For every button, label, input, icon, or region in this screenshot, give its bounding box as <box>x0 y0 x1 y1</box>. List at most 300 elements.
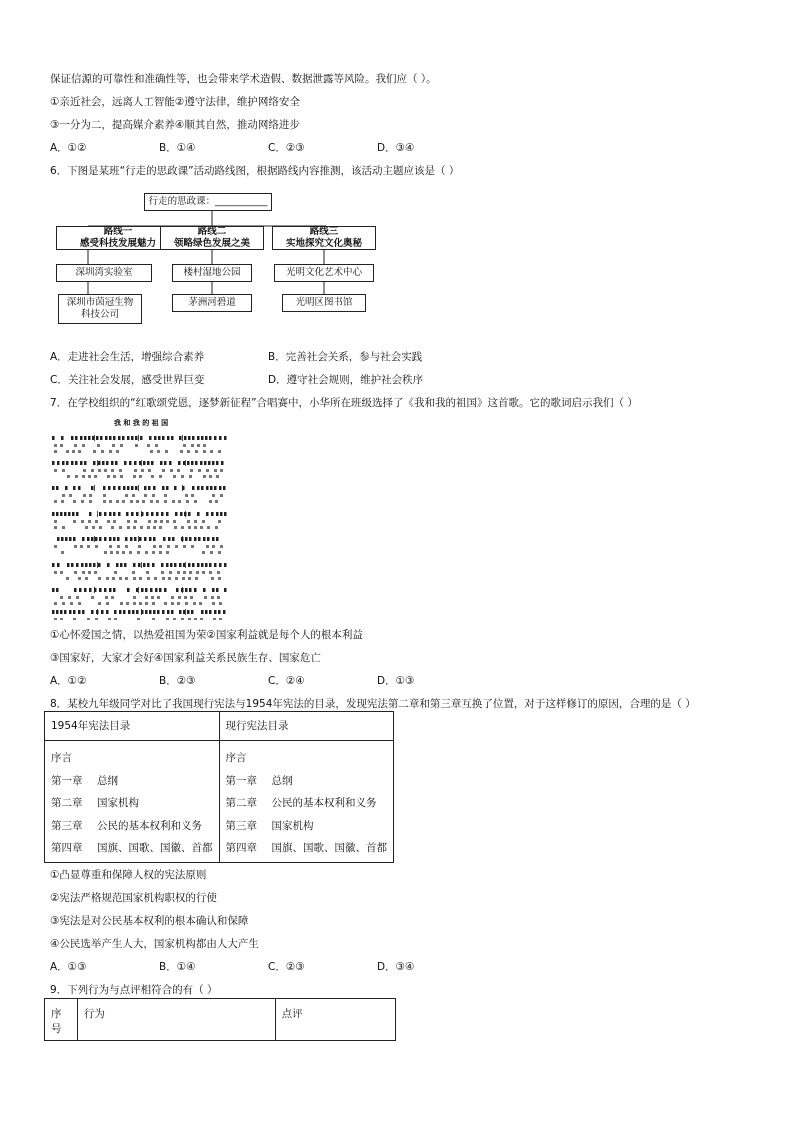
stop-box <box>274 264 374 282</box>
score-note-mark <box>192 436 195 440</box>
statement-line: ①亲近社会，远离人工智能②遵守法律，维护网络安全 <box>50 96 300 108</box>
score-lyric-mark <box>125 494 128 497</box>
option-b[interactable]: B．①④ <box>159 142 196 154</box>
score-lyric-mark <box>202 520 205 523</box>
score-lyric-mark <box>74 571 77 574</box>
statement-line: ①凸显尊重和保障人权的宪法原则 <box>50 869 207 881</box>
score-lyric-mark <box>166 520 169 523</box>
score-lyric-mark <box>153 545 156 548</box>
score-lyric-mark <box>122 500 125 503</box>
score-note-mark <box>201 436 204 440</box>
option-a[interactable]: A．①③ <box>50 961 87 973</box>
flow-title-box <box>144 193 272 211</box>
score-lyric-mark <box>112 577 115 580</box>
score-note-mark <box>99 537 102 541</box>
score-note-mark <box>187 461 190 465</box>
score-lyric-mark <box>137 618 140 620</box>
score-lyric-mark <box>184 596 187 599</box>
option-c[interactable]: C．②③ <box>268 142 305 154</box>
score-note-mark <box>201 563 204 567</box>
score-note-mark <box>197 436 200 440</box>
score-note-mark <box>168 537 171 541</box>
score-note-mark <box>103 486 106 490</box>
toc-chapter: 第一章 <box>51 774 83 787</box>
score-note-mark <box>131 486 134 490</box>
score-lyric-mark <box>54 545 57 548</box>
score-note-mark <box>153 537 156 541</box>
statement-line: ③宪法是对公民基本权利的根本确认和保障 <box>50 915 249 927</box>
score-lyric-mark <box>126 602 129 605</box>
stop-label: 深圳市茵冠生物 <box>66 297 134 308</box>
toc-chapter: 第四章 <box>225 842 257 854</box>
score-lyric-mark <box>120 444 123 447</box>
score-lyric-mark <box>133 596 136 599</box>
toc-row <box>51 792 213 815</box>
score-lyric-mark <box>80 545 83 548</box>
score-note-mark <box>164 461 167 465</box>
score-note-mark <box>214 486 217 490</box>
score-lyric-mark <box>165 450 168 453</box>
score-lyric-mark <box>218 450 221 453</box>
route-2-box <box>160 226 264 250</box>
score-note-mark <box>52 512 55 516</box>
score-note-mark <box>209 563 212 567</box>
score-lyric-mark <box>95 545 98 548</box>
score-lyric-mark <box>146 571 149 574</box>
score-lyric-mark <box>190 469 193 472</box>
stop-box <box>282 294 366 312</box>
score-lyric-mark <box>185 494 188 497</box>
score-lyric-mark <box>54 444 57 447</box>
toc-title: 公民的基本权利和义务 <box>271 797 377 809</box>
score-lyric-mark <box>73 618 76 620</box>
score-lyric-mark <box>216 475 219 478</box>
score-note-mark <box>72 512 75 516</box>
score-lyric-mark <box>162 577 165 580</box>
score-lyric-mark <box>139 602 142 605</box>
option-c[interactable]: C．关注社会发展，感受世界巨变 <box>50 374 205 386</box>
score-note-mark <box>118 486 121 490</box>
score-note-mark <box>149 610 152 614</box>
score-note-mark <box>78 610 81 614</box>
score-note-mark <box>159 588 162 592</box>
score-lyric-mark <box>109 545 112 548</box>
toc-row <box>51 837 213 860</box>
score-note-mark <box>145 610 148 614</box>
score-lyric-mark <box>103 494 106 497</box>
score-note-mark <box>64 610 67 614</box>
score-note-mark <box>52 563 55 567</box>
score-note-mark <box>120 563 123 567</box>
score-note-mark <box>80 436 83 440</box>
answer-options <box>50 350 550 390</box>
score-note-mark <box>56 512 59 516</box>
score-note-mark <box>113 512 116 516</box>
score-note-mark <box>216 461 219 465</box>
score-lyric-mark <box>137 551 140 554</box>
score-note-mark <box>135 486 138 490</box>
score-note-mark <box>107 563 110 567</box>
score-lyric-mark <box>60 444 63 447</box>
score-lyric-mark <box>159 551 162 554</box>
option-d[interactable]: D．遵守社会规则，维护社会秩序 <box>268 374 424 386</box>
score-note-mark <box>111 461 114 465</box>
score-lyric-mark <box>168 577 171 580</box>
question-6-stem: 6．下图是某班“行走的思政课”活动路线图，根据路线内容推测，该活动主题应该是（ ） <box>50 165 460 177</box>
score-lyric-mark <box>104 469 107 472</box>
score-lyric-mark <box>130 500 133 503</box>
statement-line: ③国家好，大家才会好④国家利益关系民族生存、国家危亡 <box>50 652 321 664</box>
score-bar-line <box>141 511 142 517</box>
score-lyric-mark <box>95 618 98 620</box>
score-lyric-mark <box>187 450 190 453</box>
score-lyric-mark <box>189 475 192 478</box>
score-lyric-mark <box>164 602 167 605</box>
score-lyric-mark <box>217 596 220 599</box>
score-note-mark <box>198 537 201 541</box>
score-lyric-mark <box>150 500 153 503</box>
score-lyric-mark <box>74 545 77 548</box>
score-lyric-mark <box>101 450 104 453</box>
score-lyric-mark <box>200 618 203 620</box>
answer-options <box>50 674 550 688</box>
score-note-mark <box>219 436 222 440</box>
score-lyric-mark <box>82 571 85 574</box>
score-lyric-mark <box>91 596 94 599</box>
score-lyric-mark <box>207 526 210 529</box>
score-note-mark <box>139 537 142 541</box>
score-note-mark <box>174 563 177 567</box>
score-lyric-mark <box>83 494 86 497</box>
score-bar-line <box>94 435 95 441</box>
score-note-mark <box>125 537 128 541</box>
score-lyric-mark <box>147 526 150 529</box>
score-lyric-mark <box>108 618 111 620</box>
score-note-mark <box>52 461 55 465</box>
score-lyric-mark <box>139 475 142 478</box>
score-note-mark <box>162 486 165 490</box>
score-note-mark <box>56 486 59 490</box>
score-note-mark <box>162 436 165 440</box>
score-note-mark <box>170 563 173 567</box>
score-note-mark <box>179 436 182 440</box>
toc-row <box>51 815 213 838</box>
score-note-mark <box>162 610 165 614</box>
score-lyric-mark <box>127 520 130 523</box>
score-lyric-mark <box>105 596 108 599</box>
score-lyric-mark <box>215 500 218 503</box>
score-note-mark <box>189 588 192 592</box>
score-note-mark <box>197 486 200 490</box>
option-b[interactable]: B．完善社会关系，参与社会实践 <box>268 351 423 363</box>
score-lyric-mark <box>219 602 222 605</box>
score-lyric-mark <box>182 577 185 580</box>
score-note-mark <box>167 436 170 440</box>
score-lyric-mark <box>66 450 69 453</box>
score-lyric-mark <box>220 545 223 548</box>
score-bar-line <box>94 536 95 542</box>
score-lyric-mark <box>133 475 136 478</box>
toc-row <box>226 837 388 860</box>
score-bar-line <box>182 587 183 593</box>
score-note-mark <box>69 610 72 614</box>
score-note-mark <box>126 512 129 516</box>
score-lyric-mark <box>98 469 101 472</box>
score-lyric-mark <box>85 526 88 529</box>
score-note-mark <box>197 512 200 516</box>
toc-row <box>226 792 388 815</box>
option-d[interactable]: D．③④ <box>377 142 415 154</box>
score-note-mark <box>123 486 126 490</box>
score-note-mark <box>188 512 191 516</box>
score-note-mark <box>62 461 65 465</box>
score-note-mark <box>73 610 76 614</box>
score-note-mark <box>149 436 152 440</box>
score-lyric-mark <box>209 475 212 478</box>
score-note-mark <box>79 588 82 592</box>
score-lyric-mark <box>209 571 212 574</box>
score-note-mark <box>194 537 197 541</box>
score-note-mark <box>76 563 79 567</box>
score-lyric-mark <box>159 545 162 548</box>
score-note-mark <box>127 486 130 490</box>
score-lyric-mark <box>195 450 198 453</box>
option-b[interactable]: B．①④ <box>159 961 196 973</box>
score-lyric-mark <box>152 551 155 554</box>
toc-chapter: 第三章 <box>51 819 83 832</box>
route-flowchart <box>56 190 400 330</box>
score-note-mark <box>174 486 177 490</box>
score-lyric-mark <box>54 469 57 472</box>
score-note-mark <box>105 436 108 440</box>
score-note-mark <box>179 563 182 567</box>
score-lyric-mark <box>73 500 76 503</box>
score-lyric-mark <box>174 526 177 529</box>
score-lyric-mark <box>111 469 114 472</box>
score-bar-line <box>94 485 95 491</box>
score-note-mark <box>220 512 223 516</box>
toc-title: 公民的基本权利和义务 <box>97 819 202 832</box>
score-note-mark <box>206 512 209 516</box>
score-note-mark <box>91 610 94 614</box>
route-1-name: 路线一 <box>103 226 133 237</box>
score-lyric-mark <box>212 545 215 548</box>
table-header: 1954年宪法目录 <box>45 712 220 741</box>
score-note-mark <box>149 537 152 541</box>
score-note-mark <box>52 610 55 614</box>
score-lyric-mark <box>199 602 202 605</box>
score-lyric-mark <box>76 596 79 599</box>
score-lyric-mark <box>159 475 162 478</box>
option-c[interactable]: C．②③ <box>268 961 305 973</box>
score-lyric-mark <box>153 526 156 529</box>
stop-label: 光明文化艺术中心 <box>285 267 362 278</box>
score-lyric-mark <box>89 494 92 497</box>
score-lyric-mark <box>62 494 65 497</box>
toc-row <box>226 747 388 770</box>
score-note-mark <box>132 610 135 614</box>
score-note-mark <box>124 461 127 465</box>
score-lyric-mark <box>133 602 136 605</box>
score-note-mark <box>219 563 222 567</box>
score-lyric-mark <box>206 545 209 548</box>
score-note-mark <box>146 512 149 516</box>
score-lyric-mark <box>93 450 96 453</box>
score-lyric-mark <box>188 526 191 529</box>
score-lyric-mark <box>132 571 135 574</box>
score-note-mark <box>167 610 170 614</box>
score-note-mark <box>93 461 96 465</box>
score-title: 我 和 我 的 祖 国 <box>113 419 169 427</box>
score-note-mark <box>189 537 192 541</box>
score-note-mark <box>151 512 154 516</box>
score-note-mark <box>71 461 74 465</box>
score-lyric-mark <box>127 526 130 529</box>
table-header: 行为 <box>77 999 275 1041</box>
score-note-mark <box>161 563 164 567</box>
option-d[interactable]: D．①③ <box>377 675 415 687</box>
score-note-mark <box>169 461 172 465</box>
table-header: 点评 <box>275 999 395 1041</box>
stop-label: 茅洲河碧道 <box>188 297 236 308</box>
score-lyric-mark <box>194 520 197 523</box>
score-lyric-mark <box>166 551 169 554</box>
score-note-mark <box>200 461 203 465</box>
score-lyric-mark <box>210 551 213 554</box>
score-lyric-mark <box>190 596 193 599</box>
stop-label: 科技公司 <box>80 309 119 320</box>
score-lyric-mark <box>215 526 218 529</box>
score-lyric-mark <box>191 494 194 497</box>
score-lyric-mark <box>218 577 221 580</box>
score-lyric-mark <box>202 571 205 574</box>
stop-box <box>58 294 142 324</box>
score-note-mark <box>166 563 169 567</box>
stop-box <box>172 264 252 282</box>
score-note-mark <box>152 563 155 567</box>
score-lyric-mark <box>170 469 173 472</box>
score-lyric-mark <box>167 545 170 548</box>
score-note-mark <box>127 436 130 440</box>
score-note-mark <box>216 512 219 516</box>
score-note-mark <box>84 436 87 440</box>
score-note-mark <box>106 610 109 614</box>
score-lyric-mark <box>125 545 128 548</box>
score-note-mark <box>82 610 85 614</box>
question-8-stem: 8．某校九年级同学对比了我国现行宪法与1954年宪法的目录，发现宪法第二章和第三章互换了位置，对于这样修订的原因，合理的是（ ） <box>50 698 696 710</box>
score-note-mark <box>52 436 55 440</box>
score-bar-line <box>138 485 139 491</box>
score-lyric-mark <box>120 475 123 478</box>
toc-row <box>51 770 213 793</box>
score-note-mark <box>131 436 134 440</box>
score-note-mark <box>140 436 143 440</box>
score-note-mark <box>154 436 157 440</box>
score-note-mark <box>135 436 138 440</box>
score-note-mark <box>216 588 219 592</box>
option-b[interactable]: B．②③ <box>159 675 196 687</box>
score-lyric-mark <box>78 602 81 605</box>
score-lyric-mark <box>136 500 139 503</box>
music-score-image <box>50 414 232 620</box>
score-note-mark <box>204 461 207 465</box>
score-lyric-mark <box>220 469 223 472</box>
score-note-mark <box>212 461 215 465</box>
score-lyric-mark <box>112 444 115 447</box>
score-lyric-mark <box>145 596 148 599</box>
score-note-mark <box>113 486 116 490</box>
score-lyric-mark <box>88 475 91 478</box>
score-lyric-mark <box>72 450 75 453</box>
score-note-mark <box>104 512 107 516</box>
score-note-mark <box>80 461 83 465</box>
score-note-mark <box>205 563 208 567</box>
score-lyric-mark <box>119 526 122 529</box>
score-note-mark <box>65 486 68 490</box>
flow-title: 行走的思政课：___________ <box>148 196 268 207</box>
option-a[interactable]: A．①② <box>50 675 87 687</box>
toc-row <box>51 747 213 770</box>
score-bar-line <box>141 460 142 466</box>
score-lyric-mark <box>177 571 180 574</box>
score-note-mark <box>73 486 76 490</box>
score-bar-line <box>182 536 183 542</box>
score-lyric-mark <box>138 545 141 548</box>
score-note-mark <box>216 537 219 541</box>
score-lyric-mark <box>185 602 188 605</box>
score-lyric-mark <box>110 551 113 554</box>
score-note-mark <box>109 436 112 440</box>
score-note-mark <box>134 537 137 541</box>
score-lyric-mark <box>178 596 181 599</box>
score-lyric-mark <box>74 444 77 447</box>
score-note-mark <box>211 512 214 516</box>
score-bar-line <box>97 511 98 517</box>
score-note-mark <box>224 563 227 567</box>
score-note-mark <box>136 512 139 516</box>
score-lyric-mark <box>147 444 150 447</box>
score-note-mark <box>76 512 79 516</box>
score-lyric-mark <box>98 577 101 580</box>
score-note-mark <box>212 588 215 592</box>
question-stem-continued: 保证信源的可靠性和准确性等，也会带来学术造假、数据泄露等风险。我们应（ ）。 <box>50 73 437 85</box>
score-lyric-mark <box>87 618 90 620</box>
score-lyric-mark <box>206 469 209 472</box>
option-d[interactable]: D．③④ <box>377 961 415 973</box>
score-note-mark <box>124 563 127 567</box>
score-note-mark <box>71 563 74 567</box>
score-lyric-mark <box>195 577 198 580</box>
stop-box <box>172 294 252 312</box>
option-c[interactable]: C．②④ <box>268 675 305 687</box>
score-lyric-mark <box>162 469 165 472</box>
score-note-mark <box>52 588 55 592</box>
score-lyric-mark <box>129 551 132 554</box>
score-lyric-mark <box>144 494 147 497</box>
score-lyric-mark <box>194 618 197 620</box>
toc-chapter: 第一章 <box>225 774 257 787</box>
score-note-mark <box>113 436 116 440</box>
score-lyric-mark <box>92 526 95 529</box>
option-a[interactable]: A．走进社会生活，增强综合素养 <box>50 351 205 363</box>
score-lyric-mark <box>211 596 214 599</box>
score-note-mark <box>209 436 212 440</box>
score-note-mark <box>57 537 60 541</box>
score-lyric-mark <box>54 618 57 620</box>
option-a[interactable]: A．①② <box>50 142 87 154</box>
score-note-mark <box>65 537 68 541</box>
score-note-mark <box>61 537 64 541</box>
